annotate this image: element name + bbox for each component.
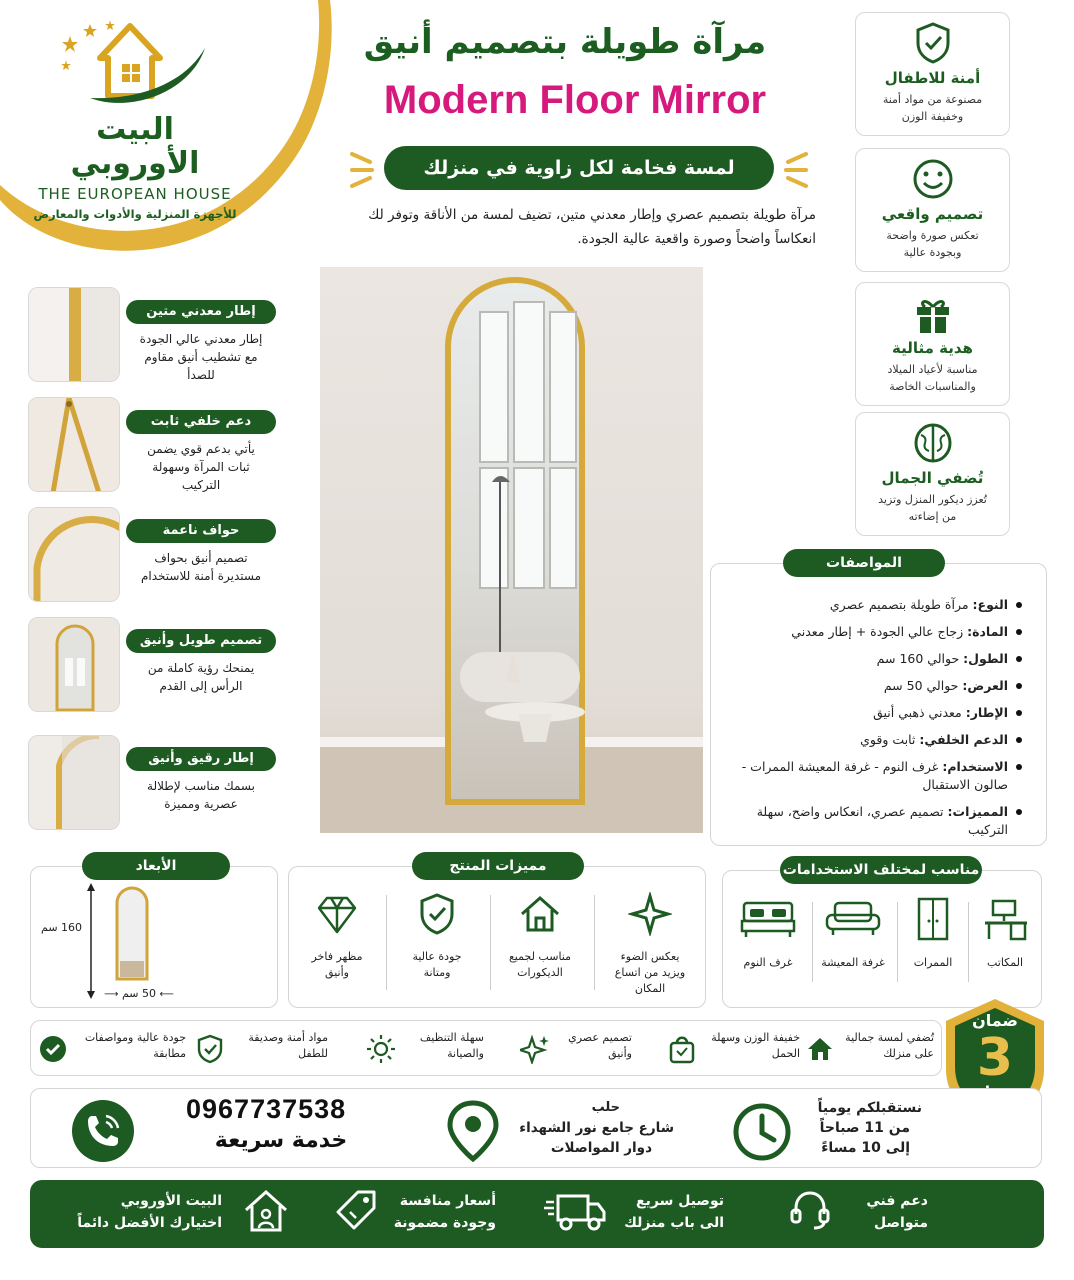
smile-icon <box>911 157 955 201</box>
use-corridors <box>898 895 968 969</box>
hours-from: من 11 صباحاً <box>819 1120 910 1136</box>
tag-icon <box>334 1188 378 1232</box>
feature-desc: مناسبة لأعياد الميلاد والمناسبات الخاصة <box>887 363 978 393</box>
phone-block[interactable] <box>66 1094 376 1164</box>
feature-title: تصميم واقعي <box>881 205 984 223</box>
feature-card-gift <box>855 282 1010 406</box>
badge-check-icon <box>38 1034 68 1064</box>
spec-item: الدعم الخلفي: ثابت وقوي <box>724 731 1024 749</box>
left-feature-slim-frame <box>126 747 276 813</box>
thumb-tall-design <box>28 617 120 712</box>
left-feature-title: حواف ناعمة <box>126 519 276 543</box>
use-label: الممرات <box>913 956 953 969</box>
bar-line1: توصيل سريع <box>636 1193 724 1209</box>
use-offices <box>970 895 1040 969</box>
specs-title: المواصفات <box>783 549 945 577</box>
warranty-number: 3 <box>976 1028 1014 1088</box>
bar-line2: الى باب منزلك <box>624 1215 724 1231</box>
floor-mirror <box>440 272 590 812</box>
thumb-smooth-edges <box>28 507 120 602</box>
strip-label: سهلة التنظيف والصيانة <box>419 1031 484 1060</box>
bar-line1: أسعار منافسة <box>399 1193 496 1209</box>
spec-item: المميزات: تصميم عصري، انعكاس واضح، سهلة التركيب <box>724 803 1024 839</box>
product-feature-luxury <box>287 892 387 981</box>
bed-icon <box>738 895 798 943</box>
product-feature-label: جودة عالية ومتانة <box>412 950 462 979</box>
left-feature-smooth-edges <box>126 519 276 585</box>
banner-rays-right <box>780 150 810 190</box>
dimensions-title: الأبعاد <box>82 852 230 880</box>
product-feature-label: يعكس الضوء ويزيد من اتساع المكان <box>614 950 686 995</box>
spec-item: الاستخدام: غرف النوم - غرفة المعيشة الممرات - صالون الاستقبال <box>724 758 1024 794</box>
truck-icon <box>544 1188 608 1232</box>
title-ar: مرآة طويلة بتصميم أنيق <box>363 22 767 62</box>
left-feature-back-stand <box>126 410 276 494</box>
description: مرآة طويلة بتصميم عصري وإطار معدني متين، تضيف لمسة من الأناقة وتوفر لك انعكاساً واضحاً وصورة واقعية عالية الجودة. <box>368 207 816 247</box>
thumb-metal-frame <box>28 287 120 382</box>
thumb-back-stand <box>28 397 120 492</box>
product-features-title: مميزات المنتج <box>412 852 584 880</box>
feature-desc: مصنوعة من مواد أمنة وخفيفة الوزن <box>882 93 983 123</box>
left-feature-desc: بسمك مناسب لإطلالة عصرية ومميزة <box>147 779 255 811</box>
left-feature-title: تصميم طويل وأنيق <box>126 629 276 653</box>
shield-check-icon <box>415 892 459 936</box>
sparkle-icon <box>628 892 672 936</box>
strip-item-cleaning <box>362 1030 512 1066</box>
brand-name-ar: البيت الأوروبي <box>70 112 200 181</box>
strip-label: مواد أمنة وصديقة للطفل <box>248 1031 328 1060</box>
use-living-room <box>818 895 888 969</box>
sofa-icon <box>823 895 883 943</box>
hours-block <box>732 1098 922 1160</box>
warranty-top: ضمان <box>972 1011 1018 1030</box>
left-feature-desc: يأتي بدعم قوي يضمن ثبات المرآة وسهولة التركيب <box>147 442 255 492</box>
product-feature-label: مظهر فاخر وأنيق <box>311 950 363 979</box>
strip-item-light <box>668 1030 800 1066</box>
left-feature-desc: إطار معدني عالي الجودة مع تشطيب أنيق مقاوم للصدأ <box>139 332 263 382</box>
door-icon <box>909 895 957 943</box>
bar-line2: متواصل <box>874 1215 928 1231</box>
dimensions-card <box>30 866 278 1008</box>
bar-item-brand <box>77 1188 290 1238</box>
strip-item-safe <box>196 1030 346 1066</box>
bag-icon <box>668 1034 696 1064</box>
bar-item-delivery <box>544 1188 724 1238</box>
brain-icon <box>911 421 955 465</box>
brand-tagline: للأجهزة المنزلية والأدوات والمعارض <box>33 207 237 221</box>
product-photo <box>320 267 703 833</box>
strip-item-modern <box>520 1030 660 1066</box>
bar-line1: دعم فني <box>866 1193 928 1209</box>
hours-to: إلى 10 مساءً <box>821 1140 910 1156</box>
dim-width-arrow: ⟵ 50 سم ⟶ <box>104 987 174 1000</box>
feature-card-realistic <box>855 148 1010 272</box>
feature-desc: تعكس صورة واضحة وبجودة عالية <box>886 229 979 259</box>
phone-number[interactable]: 0967737538 <box>186 1094 347 1124</box>
address-street: شارع جامع نور الشهداء <box>519 1120 674 1136</box>
strip-label: تصميم عصري وأنيق <box>568 1031 632 1060</box>
product-feature-quality <box>387 892 487 981</box>
house-logo-icon <box>60 18 210 113</box>
gift-icon <box>911 291 955 335</box>
headset-icon <box>788 1188 832 1232</box>
address-area: دوار المواصلات <box>550 1140 652 1156</box>
bar-item-support <box>788 1188 928 1238</box>
spec-item: الطول: حوالي 160 سم <box>724 650 1024 668</box>
spec-item: العرض: حوالي 50 سم <box>724 677 1024 695</box>
diamond-icon <box>315 892 359 936</box>
dim-width: 50 سم <box>121 987 157 1000</box>
feature-title: أمنة للاطفال <box>884 69 981 87</box>
feature-desc: تُعزز ديكور المنزل وتزيد من إضاءته <box>878 493 987 523</box>
thumb-slim-frame <box>28 735 120 830</box>
left-feature-desc: يمنحك رؤية كاملة من الرأس إلى القدم <box>147 661 255 693</box>
phone-service: خدمة سريعة <box>214 1128 348 1153</box>
product-feature-label: مناسب لجميع الديكورات <box>508 950 572 979</box>
left-feature-tall-design <box>126 629 276 695</box>
use-label: غرف النوم <box>743 956 793 969</box>
spec-item: المادة: زجاج عالي الجودة + إطار معدني <box>724 623 1024 641</box>
specs-card <box>710 563 1047 846</box>
specs-list <box>724 596 1024 848</box>
feature-card-child-safe <box>855 12 1010 136</box>
product-feature-decor <box>490 892 590 981</box>
address-block <box>446 1098 682 1160</box>
left-feature-desc: تصميم أنيق بحواف مستديرة أمنة للاستخدام <box>140 551 262 583</box>
left-feature-metal-frame <box>126 300 276 384</box>
left-feature-title: إطار معدني متين <box>126 300 276 324</box>
bar-line1: البيت الأوروبي <box>120 1193 222 1209</box>
spec-item: الإطار: معدني ذهبي أنيق <box>724 704 1024 722</box>
bar-line2: اختيارك الأفضل دائماً <box>77 1215 222 1231</box>
product-feature-light <box>600 892 700 997</box>
spec-item: النوع: مرآة طويلة بتصميم عصري <box>724 596 1024 614</box>
use-label: المكاتب <box>986 956 1024 969</box>
brand-logo <box>30 18 240 221</box>
house-icon <box>242 1188 290 1234</box>
home-icon <box>806 1036 834 1062</box>
address-city: حلب <box>591 1100 620 1115</box>
desk-icon <box>979 895 1031 943</box>
left-feature-title: دعم خلفي ثابت <box>126 410 276 434</box>
location-pin-icon <box>446 1100 500 1162</box>
clock-icon <box>732 1102 792 1162</box>
shield-check-icon <box>913 21 953 65</box>
feature-title: هدية مثالية <box>892 339 973 357</box>
banner-rays-left <box>348 150 378 190</box>
brand-name-en: THE EUROPEAN HOUSE <box>38 185 232 203</box>
feature-card-beauty <box>855 412 1010 536</box>
banner: لمسة فخامة لكل زاوية في منزلك <box>384 146 774 190</box>
left-feature-title: إطار رقيق وأنيق <box>126 747 276 771</box>
hours-title: نستقبلكم يومياً <box>817 1100 922 1116</box>
use-label: غرفة المعيشة <box>821 956 885 969</box>
dim-height: 160 سم <box>41 921 83 934</box>
phone-icon <box>70 1098 136 1164</box>
strip-item-quality <box>40 1030 186 1066</box>
strip-label: خفيفة الوزن وسهلة الحمل <box>711 1031 800 1060</box>
strip-label: تُضفي لمسة جمالية على منزلك <box>845 1031 934 1060</box>
use-bedrooms <box>733 895 803 969</box>
title-en: Modern Floor Mirror <box>383 78 767 122</box>
bar-line2: وجودة مضمونة <box>393 1215 496 1231</box>
house-icon <box>518 892 562 936</box>
feature-title: تُضفي الجمال <box>881 469 984 487</box>
uses-title: مناسب لمختلف الاستخدامات <box>780 856 982 884</box>
strip-label: جودة عالية ومواصفات مطابقة <box>84 1031 186 1060</box>
bar-item-prices <box>334 1188 496 1238</box>
strip-item-beauty <box>802 1030 934 1066</box>
